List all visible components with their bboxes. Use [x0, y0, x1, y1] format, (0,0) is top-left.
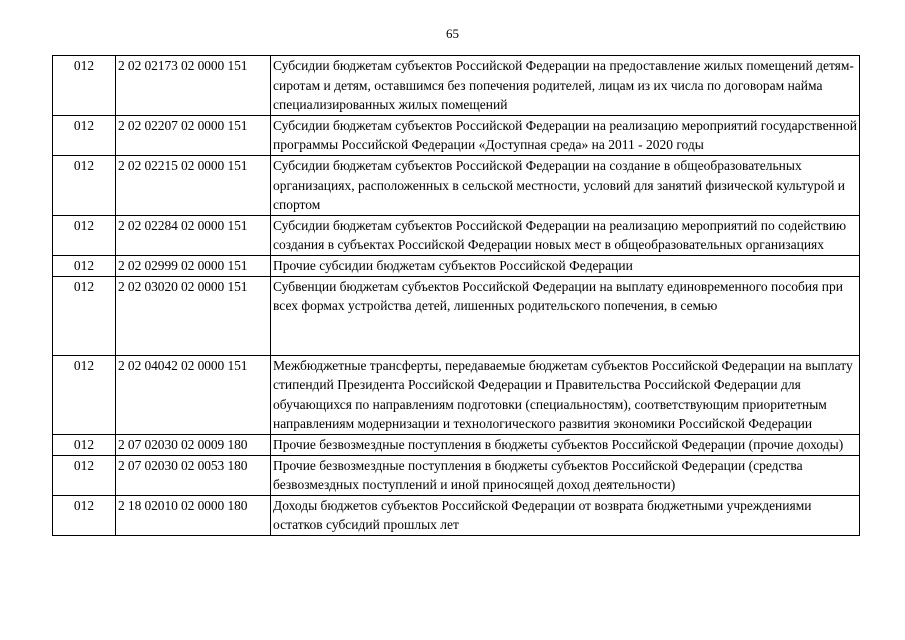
budget-code-cell: 2 02 02207 02 0000 151: [116, 115, 271, 155]
income-name-cell: Прочие безвозмездные поступления в бюджеты субъектов Российской Федерации (прочие доходы): [271, 434, 860, 455]
table-row: [53, 355, 860, 434]
income-name-cell: Субсидии бюджетам субъектов Российской Федерации на реализацию мероприятий по содействию создания в субъектах Российской Федерации новых мест в общеобразовательных организациях: [271, 215, 860, 255]
admin-code-cell: 012: [53, 215, 116, 255]
budget-code-cell: 2 18 02010 02 0000 180: [116, 495, 271, 535]
admin-code-cell: 012: [53, 56, 116, 116]
budget-code-cell: 2 02 03020 02 0000 151: [116, 276, 271, 355]
budget-code-cell: 2 02 02215 02 0000 151: [116, 155, 271, 215]
income-name-cell: Субсидии бюджетам субъектов Российской Федерации на создание в общеобразовательных организациях, расположенных в сельской местности, условий для занятий физической культурой и спортом: [271, 155, 860, 215]
budget-classification-table: [52, 55, 860, 536]
table-row: [53, 155, 860, 215]
income-name-cell: Субсидии бюджетам субъектов Российской Федерации на реализацию мероприятий государственной программы Российской Федерации «Доступная среда» на 2011 - 2020 годы: [271, 115, 860, 155]
admin-code-cell: 012: [53, 115, 116, 155]
table-row: [53, 115, 860, 155]
admin-code-cell: 012: [53, 276, 116, 355]
table-row: [53, 255, 860, 276]
budget-code-cell: 2 07 02030 02 0053 180: [116, 455, 271, 495]
admin-code-cell: 012: [53, 455, 116, 495]
page-number: 65: [446, 26, 459, 41]
table-row: [53, 56, 860, 116]
income-name-cell: Субвенции бюджетам субъектов Российской Федерации на выплату единовременного пособия при всех формах устройства детей, лишенных родительского попечения, в семью: [271, 276, 860, 355]
income-name-cell: Межбюджетные трансферты, передаваемые бюджетам субъектов Российской Федерации на выплату стипендий Президента Российской Федерации и Правительства Российской Федерации для обучающихся по направлениям подготовки (специальностям), соответствующим приоритетным направлениям модернизации и технологического развития экономики Российской Федерации: [271, 355, 860, 434]
income-name-cell: Прочие безвозмездные поступления в бюджеты субъектов Российской Федерации (средства безвозмездных поступлений и иной приносящей доход деятельности): [271, 455, 860, 495]
table-row: [53, 276, 860, 355]
table-row: [53, 215, 860, 255]
income-name-cell: Субсидии бюджетам субъектов Российской Федерации на предоставление жилых помещений детям-сиротам и детям, оставшимся без попечения родителей, лицам из их числа по договорам найма специализированных жилых помещений: [271, 56, 860, 116]
budget-code-cell: 2 02 04042 02 0000 151: [116, 355, 271, 434]
table-row: [53, 455, 860, 495]
budget-code-cell: 2 02 02999 02 0000 151: [116, 255, 271, 276]
admin-code-cell: 012: [53, 355, 116, 434]
budget-code-cell: 2 07 02030 02 0009 180: [116, 434, 271, 455]
table-row: [53, 495, 860, 535]
admin-code-cell: 012: [53, 434, 116, 455]
income-name-cell: Доходы бюджетов субъектов Российской Федерации от возврата бюджетными учреждениями остатков субсидий прошлых лет: [271, 495, 860, 535]
admin-code-cell: 012: [53, 155, 116, 215]
table-row: [53, 434, 860, 455]
budget-code-cell: 2 02 02284 02 0000 151: [116, 215, 271, 255]
admin-code-cell: 012: [53, 495, 116, 535]
admin-code-cell: 012: [53, 255, 116, 276]
budget-code-cell: 2 02 02173 02 0000 151: [116, 56, 271, 116]
income-name-cell: Прочие субсидии бюджетам субъектов Российской Федерации: [271, 255, 860, 276]
